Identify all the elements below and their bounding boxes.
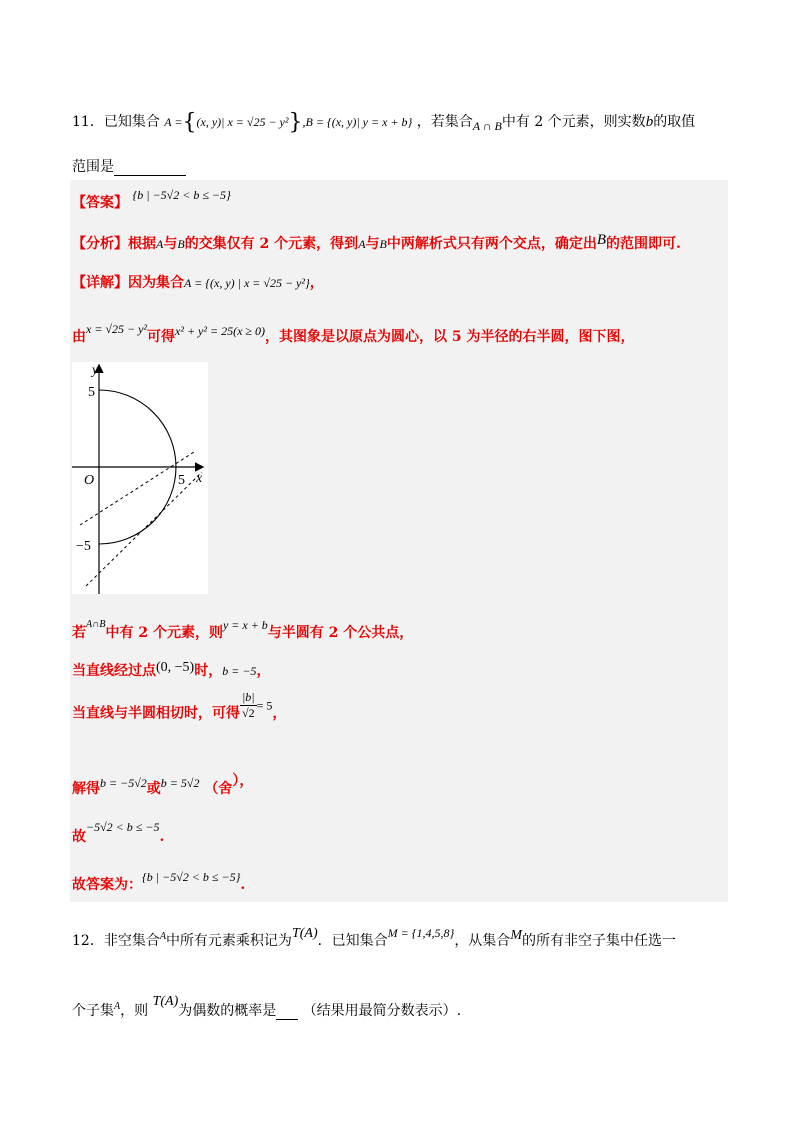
detail-line3-post: 与半圆有 2 个公共点， (267, 625, 414, 641)
detail-line7-eq: −5√2 < b ≤ −5 (86, 820, 160, 834)
q11-intersection: A ∩ B (472, 119, 502, 133)
analysis-var-b: B (177, 237, 185, 251)
analysis-text-5: 中两解析式只有两个交点，确定出 (386, 236, 597, 252)
detail-line5-fraction (240, 690, 257, 721)
q11-set-b: ,B = {(x, y)| y = x + b} (302, 115, 413, 129)
q12-line2-text-4: （结果用最简分数表示）. (302, 1003, 462, 1019)
analysis-text-3: 的交集仅有 2 个元素，得到 (184, 236, 359, 252)
q12-line2-text-1: 个子集 (72, 1003, 114, 1019)
y-axis-label: y (92, 363, 99, 378)
analysis-var-a: A (156, 237, 164, 251)
detail-line6-pre: 解得 (72, 781, 100, 797)
detail-line2-post: ，其图象是以原点为圆心，以 5 为半径的右半圆，图下图， (264, 329, 635, 345)
q11-text-pre: 已知集合 (103, 114, 160, 130)
detail-text-2: ， (309, 275, 324, 291)
detail-line4-point: (0, −5) (156, 660, 195, 675)
answer-value: {b | −5√2 < b ≤ −5} (132, 188, 231, 202)
q12-line1 (72, 926, 676, 950)
y-tick-minus-5: −5 (76, 539, 91, 554)
detail-line2-eq2: x² + y² = 25(x ≥ 0) (175, 324, 265, 338)
q12-t-of-a: T(A) (291, 926, 318, 941)
analysis-var-a-2: A (358, 237, 366, 251)
detail-line6-eq2: b = 5√2 (160, 776, 200, 790)
x-tick-5: 5 (178, 473, 185, 488)
q11-number: 11． (72, 114, 104, 130)
detail-label: 【详解】 (72, 275, 128, 291)
analysis-var-b-3: B (596, 232, 607, 248)
detail-line2-pre: 由 (72, 329, 86, 345)
q11-answer-blank (114, 159, 186, 176)
detail-line5-post: ， (272, 705, 287, 722)
q12-number: 12． (72, 933, 104, 949)
q12-var-m: M (510, 928, 522, 943)
detail-line8-pre: 故答案为： (72, 877, 142, 893)
q11-text-mid: ，若集合 (416, 114, 473, 130)
detail-line5-rhs: = 5 (256, 698, 273, 713)
answer-line (72, 188, 231, 212)
analysis-text-1: 根据 (128, 236, 156, 252)
detail-line4-post: ， (256, 663, 271, 679)
detail-line-7 (72, 820, 164, 846)
detail-set-a: A = {(x, y) | x = √25 − y²} (184, 276, 310, 290)
analysis-text-4: 与 (365, 236, 380, 252)
analysis-line (72, 232, 681, 253)
detail-line6-end: ）， (232, 773, 254, 789)
detail-line3-set: A∩B (86, 619, 106, 630)
detail-line-5 (72, 690, 286, 723)
q11-text-end: 的取值 (653, 114, 696, 130)
detail-line3-pre: 若 (72, 625, 86, 641)
q12-var-a: A (159, 931, 166, 942)
q12-line2-t-of-a: T(A) (152, 994, 179, 1009)
detail-line-1 (72, 272, 324, 292)
q12-line2 (72, 994, 461, 1020)
analysis-label: 【分析】 (72, 236, 128, 252)
detail-line5-numerator: |b| (242, 690, 255, 704)
q12-line2-text-3: 为偶数的概率是 (178, 1003, 277, 1019)
detail-line6-post: （舍 (204, 781, 233, 797)
detail-line8-post: . (240, 877, 246, 893)
q11-line2-text: 范围是 (72, 159, 114, 175)
detail-line-4 (72, 660, 270, 680)
line-through-point (80, 452, 194, 525)
q12-text-4: ，从集合 (454, 933, 511, 949)
analysis-text-6: 的范围即可. (606, 236, 681, 252)
answer-label: 【答案】 (72, 195, 128, 211)
q11-text-post: 中有 2 个元素，则实数 (501, 114, 646, 130)
q11-set-a-body: (x, y)| x = √25 − y² (196, 115, 289, 129)
detail-line-8 (72, 870, 245, 894)
q12-set-m: M = {1,4,5,8} (387, 926, 455, 940)
origin-label: O (84, 473, 95, 488)
detail-line4-mid: 时， (194, 663, 223, 679)
q12-text-5: 的所有非空子集中任选一 (521, 933, 676, 949)
y-tick-5: 5 (88, 385, 95, 400)
q12-answer-blank (276, 1003, 298, 1020)
semicircle-figure (72, 362, 208, 594)
detail-line6-eq1: b = −5√2 (100, 776, 147, 790)
q11-set-a-lhs: A = (164, 115, 183, 129)
detail-line-2 (72, 322, 634, 346)
detail-line7-pre: 故 (72, 829, 86, 845)
q11-var-b: b (645, 114, 654, 130)
detail-text-1: 因为集合 (128, 275, 184, 291)
detail-line5-denominator: √2 (242, 706, 255, 720)
detail-line8-eq: {b | −5√2 < b ≤ −5} (142, 870, 241, 884)
q12-text-2: 中所有元素乘积记为 (165, 933, 292, 949)
detail-line3-mid: 中有 2 个元素，则 (105, 625, 223, 641)
detail-line-3 (72, 618, 413, 642)
detail-line7-post: . (159, 829, 165, 845)
q12-line2-var-a: A (114, 1001, 121, 1012)
q11-line2 (72, 156, 186, 176)
detail-line6-or: 或 (146, 781, 161, 797)
analysis-text-2: 与 (163, 236, 178, 252)
q11-line1: 11．已知集合 A ={(x, y)| x = √25 − y²},B = {(x, y)| y = x + b} ，若集合A ∩ B中有 2 个元素，则实数b的取值 (72, 110, 696, 135)
detail-line4-pre: 当直线经过点 (72, 663, 156, 679)
detail-line2-mid: 可得 (147, 329, 176, 345)
semicircle-graph (72, 362, 208, 594)
detail-line5-pre: 当直线与半圆相切时，可得 (72, 705, 240, 722)
detail-line-6 (72, 770, 253, 798)
q12-text-3: ．已知集合 (317, 933, 388, 949)
q12-text-1: 非空集合 (103, 933, 160, 949)
analysis-var-b-2: B (379, 237, 387, 251)
detail-line4-eq: b = −5 (222, 664, 257, 678)
x-axis-label: x (196, 471, 203, 486)
detail-line3-eq: y = x + b (222, 618, 268, 632)
detail-line2-eq1: x = √25 − y² (86, 322, 148, 336)
q12-line2-text-2: ，则 (120, 1003, 149, 1019)
